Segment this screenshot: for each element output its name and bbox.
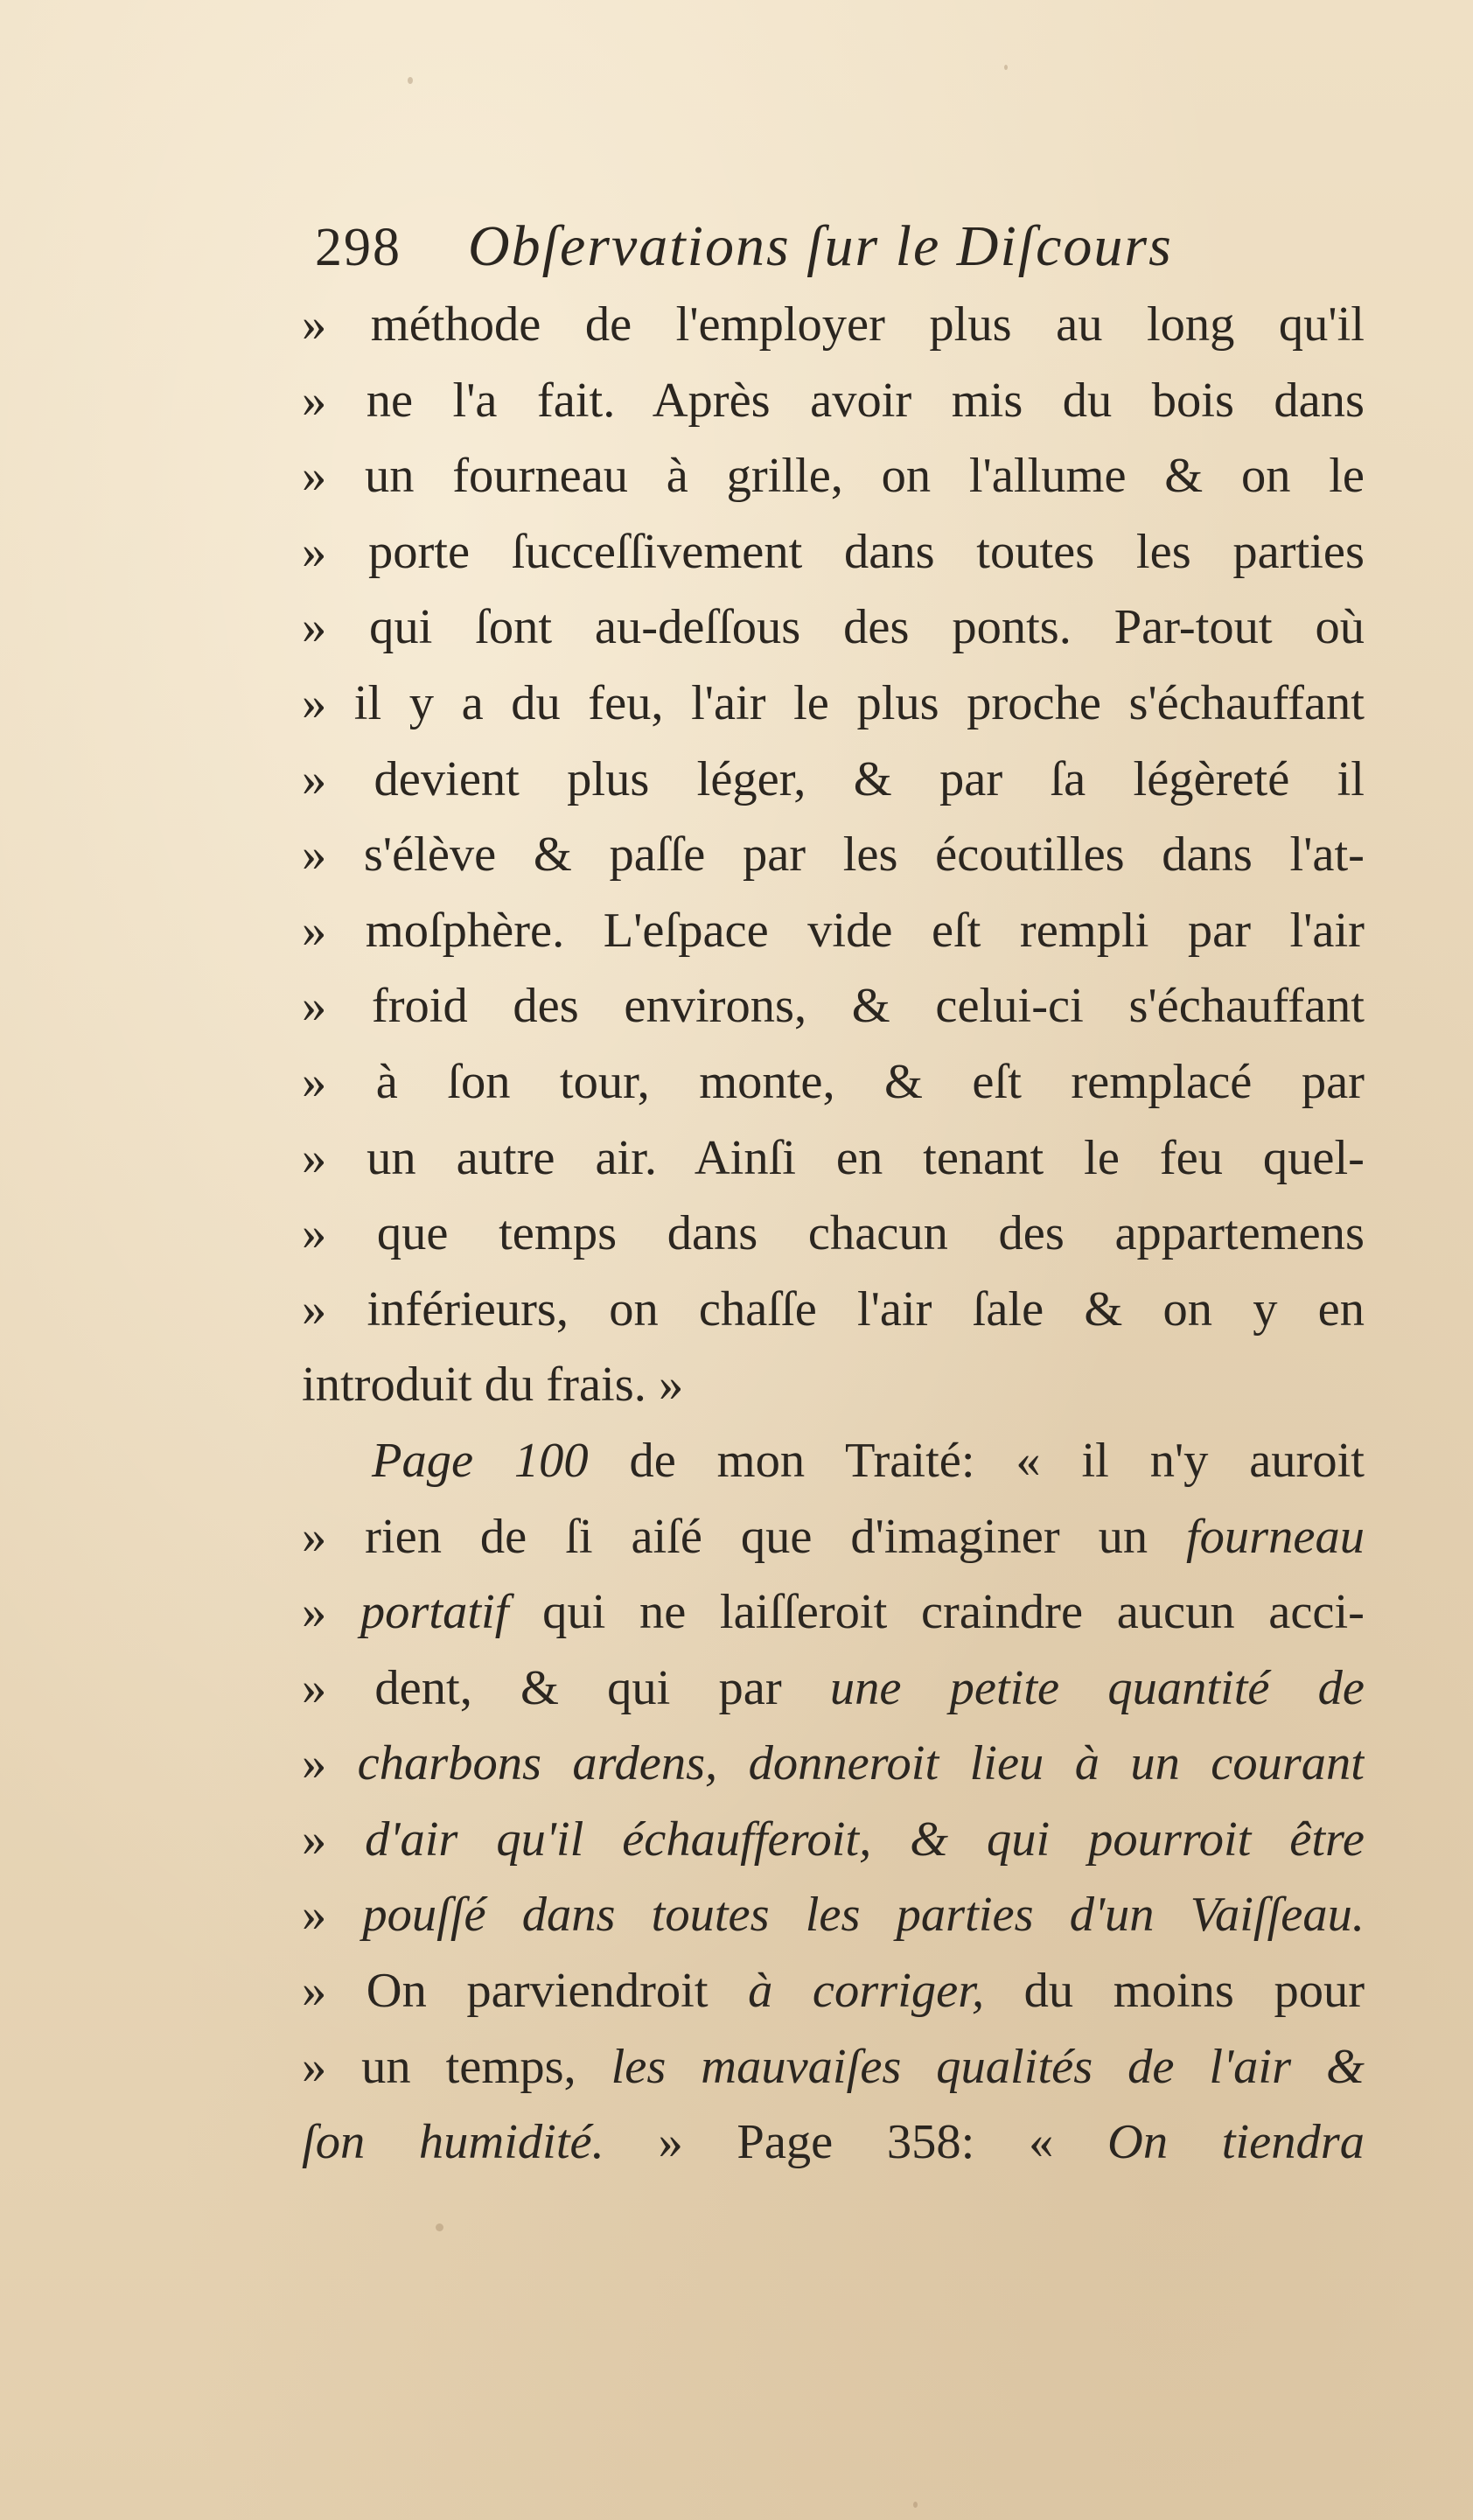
quote-line xyxy=(302,1877,1365,1953)
text-line: » ne l'a fait. Après avoir mis du bois dans xyxy=(302,373,1365,428)
text-line: » méthode de l'employer plus au long qu'il xyxy=(302,297,1365,352)
quote-italic: pouſſé dans toutes les parties d'un Vaiſſeau. xyxy=(362,1888,1365,1943)
quote-text: » dent, & qui par xyxy=(302,1660,830,1715)
quote-line xyxy=(302,1953,1365,2029)
text-line: » porte ſucceſſivement dans toutes les parties xyxy=(302,524,1365,579)
quote-text: » un temps, xyxy=(302,2039,611,2094)
text-line: » un autre air. Ainſi en tenant le feu quel- xyxy=(302,1130,1365,1185)
quote-italic: portatif xyxy=(360,1585,509,1640)
quote-line xyxy=(302,1499,1365,1575)
text-line: » un fourneau à grille, on l'allume & on le xyxy=(302,449,1365,504)
quote-italic: On tiendra xyxy=(1107,2115,1365,2170)
quote-italic: ſon humidité. xyxy=(302,2115,604,2170)
quote-italic: à corriger, xyxy=(748,1964,985,2019)
text-line: » il y a du feu, l'air le plus proche s'échauffant xyxy=(302,675,1365,730)
page-reference: Page 100 xyxy=(372,1433,589,1488)
quote-text: » xyxy=(302,1888,363,1943)
quote-line xyxy=(302,2029,1365,2105)
quote-italic: les mauvaiſes qualités de l'air & xyxy=(611,2039,1365,2094)
body-text xyxy=(302,287,1365,2181)
quote-text: du moins pour xyxy=(984,1964,1365,2019)
page-header xyxy=(315,201,1365,297)
text-line: » à ſon tour, monte, & eſt remplacé par xyxy=(302,1054,1365,1109)
text-line: » inférieurs, on chaſſe l'air ſale & on y en xyxy=(302,1281,1365,1337)
quote-italic: d'air qu'il échaufferoit, & qui pourroit être xyxy=(365,1811,1365,1867)
quote-line xyxy=(302,1651,1365,1727)
quote-text: » xyxy=(302,1585,360,1640)
quote-text: » Page 358: « xyxy=(604,2115,1108,2170)
quote-text: » xyxy=(302,1736,358,1791)
paper-spot xyxy=(913,2502,918,2508)
quote-line xyxy=(302,1726,1365,1802)
running-title: Obſervations ſur le Diſcours xyxy=(468,214,1173,278)
text-line: » s'élève & paſſe par les écoutilles dans l'at- xyxy=(302,827,1365,883)
page-number: 298 xyxy=(315,218,401,277)
quote-text: qui ne laiſſeroit craindre aucun acci- xyxy=(508,1585,1365,1640)
text-line: » froid des environs, & celui-ci s'échauffant xyxy=(302,979,1365,1034)
quote-line xyxy=(302,1802,1365,1878)
text-line: » moſphère. L'eſpace vide eſt rempli par l'air xyxy=(302,903,1365,958)
paper-spot xyxy=(1004,65,1008,70)
quote-line xyxy=(302,2105,1365,2181)
text-line: » qui ſont au-deſſous des ponts. Par-tout où xyxy=(302,600,1365,655)
text-line: » devient plus léger, & par ſa légèreté il xyxy=(302,751,1365,806)
paper-spot xyxy=(408,77,413,84)
quote-italic: charbons ardens, donneroit lieu à un courant xyxy=(357,1736,1365,1791)
quote-line xyxy=(302,1574,1365,1651)
quote-text: » xyxy=(302,1811,366,1867)
quote-line xyxy=(302,1423,1365,1499)
quote-italic: une petite quantité de xyxy=(829,1660,1365,1715)
text-line: » que temps dans chacun des appartemens xyxy=(302,1206,1365,1261)
quote-text: de mon Traité: « il n'y auroit xyxy=(588,1433,1365,1488)
quote-text: » rien de ſi aiſé que d'imaginer un xyxy=(302,1509,1186,1564)
paper-spot xyxy=(436,2223,443,2231)
quote-text: » On parviendroit xyxy=(302,1964,749,2019)
text-line: introduit du frais. » xyxy=(302,1358,684,1413)
quote-italic: fourneau xyxy=(1185,1509,1365,1564)
